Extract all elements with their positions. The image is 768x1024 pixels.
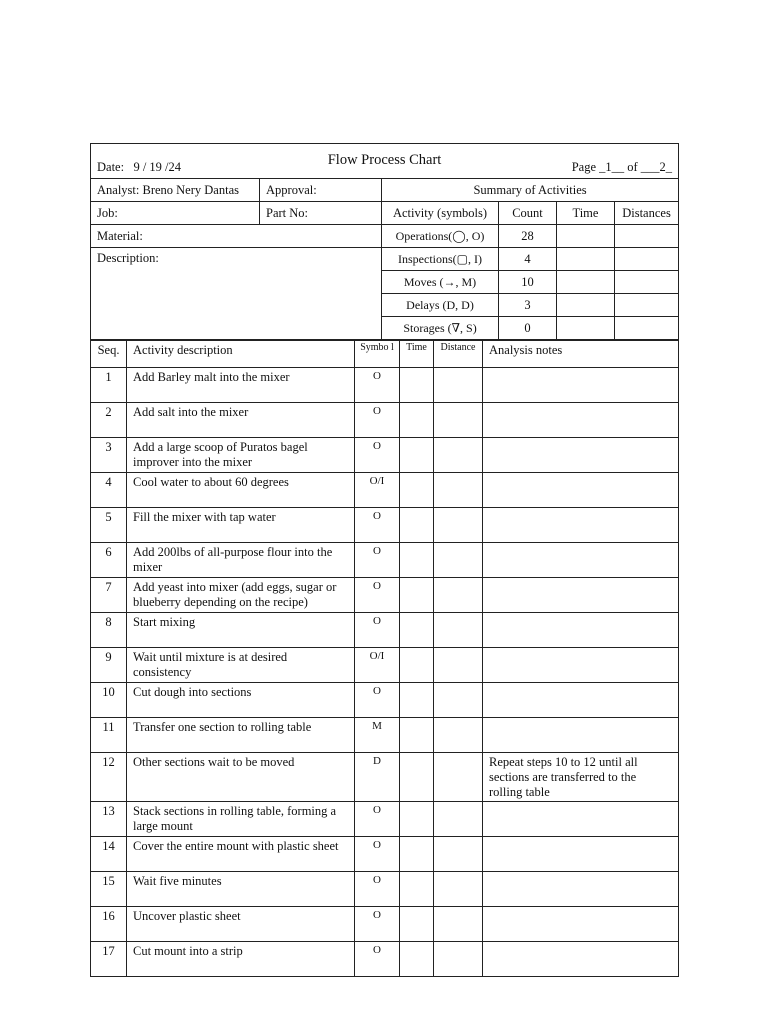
col-time: Time: [400, 341, 434, 368]
table-row: [91, 802, 679, 837]
time-cell[interactable]: [400, 508, 434, 543]
summary-label-operations: Operations(◯, O): [382, 225, 499, 248]
time-cell[interactable]: [400, 718, 434, 753]
symbol-cell[interactable]: O: [355, 578, 400, 613]
distance-cell[interactable]: [434, 368, 483, 403]
description-cell[interactable]: Fill the mixer with tap water: [127, 508, 355, 543]
seq-cell: 15: [91, 872, 127, 907]
summary-count-delays[interactable]: 3: [499, 294, 557, 317]
seq-cell: 1: [91, 368, 127, 403]
notes-cell[interactable]: [483, 578, 679, 613]
summary-label-storages: Storages (∇, S): [382, 317, 499, 340]
symbol-cell[interactable]: O: [355, 543, 400, 578]
seq-cell: 9: [91, 648, 127, 683]
seq-cell: 14: [91, 837, 127, 872]
symbol-cell[interactable]: O: [355, 837, 400, 872]
time-cell[interactable]: [400, 438, 434, 473]
seq-cell: 12: [91, 753, 127, 802]
seq-cell: 11: [91, 718, 127, 753]
description-cell[interactable]: Cut mount into a strip: [127, 942, 355, 977]
distance-cell[interactable]: [434, 837, 483, 872]
summary-count-moves[interactable]: 10: [499, 271, 557, 294]
summary-time-inspections[interactable]: [557, 248, 615, 271]
date-value: 9 / 19 /24: [133, 160, 182, 174]
seq-cell: 4: [91, 473, 127, 508]
distance-cell[interactable]: [434, 753, 483, 802]
description-cell[interactable]: Cut dough into sections: [127, 683, 355, 718]
notes-cell[interactable]: [483, 508, 679, 543]
summary-time-delays[interactable]: [557, 294, 615, 317]
title-row: [91, 144, 679, 179]
time-cell[interactable]: [400, 403, 434, 438]
symbol-cell[interactable]: O: [355, 683, 400, 718]
seq-cell: 17: [91, 942, 127, 977]
table-row: [91, 578, 679, 613]
time-cell[interactable]: [400, 907, 434, 942]
time-cell[interactable]: [400, 837, 434, 872]
summary-count-storages[interactable]: 0: [499, 317, 557, 340]
notes-cell[interactable]: [483, 543, 679, 578]
activity-table: [90, 340, 679, 977]
description-cell[interactable]: Add 200lbs of all-purpose flour into the mixer: [127, 543, 355, 578]
table-row: [91, 543, 679, 578]
seq-cell: 13: [91, 802, 127, 837]
material-field[interactable]: Material:: [91, 225, 382, 248]
table-row: [91, 368, 679, 403]
symbol-cell[interactable]: O: [355, 368, 400, 403]
notes-cell[interactable]: [483, 683, 679, 718]
col-analysis-notes: Analysis notes: [483, 341, 679, 368]
description-cell[interactable]: Start mixing: [127, 613, 355, 648]
col-activity-description: Activity description: [127, 341, 355, 368]
seq-cell: 7: [91, 578, 127, 613]
summary-count-inspections[interactable]: 4: [499, 248, 557, 271]
distance-cell[interactable]: [434, 543, 483, 578]
job-field[interactable]: Job:: [91, 202, 260, 225]
distance-cell[interactable]: [434, 718, 483, 753]
analyst-field[interactable]: Analyst: Breno Nery Dantas: [91, 179, 260, 202]
distance-cell[interactable]: [434, 578, 483, 613]
time-cell[interactable]: [400, 578, 434, 613]
col-distance: Distance: [434, 341, 483, 368]
time-cell[interactable]: [400, 802, 434, 837]
distance-cell[interactable]: [434, 907, 483, 942]
table-row: [91, 473, 679, 508]
notes-cell[interactable]: [483, 648, 679, 683]
time-cell[interactable]: [400, 613, 434, 648]
symbol-cell[interactable]: O: [355, 508, 400, 543]
summary-distance-storages[interactable]: [615, 317, 679, 340]
summary-time-storages[interactable]: [557, 317, 615, 340]
distance-cell[interactable]: [434, 508, 483, 543]
table-row: [91, 753, 679, 802]
activity-header-row: [91, 341, 679, 368]
summary-col-count: Count: [499, 202, 557, 225]
seq-cell: 5: [91, 508, 127, 543]
notes-cell[interactable]: [483, 907, 679, 942]
seq-cell: 10: [91, 683, 127, 718]
header-table: [90, 143, 679, 340]
notes-cell[interactable]: [483, 837, 679, 872]
col-symbol: Symbo l: [355, 341, 400, 368]
description-cell[interactable]: Add a large scoop of Puratos bagel improver into the mixer: [127, 438, 355, 473]
description-cell[interactable]: Stack sections in rolling table, forming a large mount: [127, 802, 355, 837]
distance-cell[interactable]: [434, 648, 483, 683]
table-row: [91, 613, 679, 648]
summary-distance-inspections[interactable]: [615, 248, 679, 271]
date-label: Date:: [97, 160, 125, 174]
seq-cell: 2: [91, 403, 127, 438]
table-row: [91, 718, 679, 753]
table-row: [91, 907, 679, 942]
table-row: [91, 872, 679, 907]
notes-cell[interactable]: [483, 942, 679, 977]
time-cell[interactable]: [400, 872, 434, 907]
seq-cell: 16: [91, 907, 127, 942]
time-cell[interactable]: [400, 753, 434, 802]
notes-cell[interactable]: [483, 718, 679, 753]
distance-cell[interactable]: [434, 613, 483, 648]
distance-cell[interactable]: [434, 438, 483, 473]
symbol-cell[interactable]: O: [355, 802, 400, 837]
seq-cell: 3: [91, 438, 127, 473]
symbol-cell[interactable]: O/I: [355, 648, 400, 683]
symbol-cell[interactable]: D: [355, 753, 400, 802]
table-row: [91, 438, 679, 473]
symbol-cell[interactable]: O: [355, 942, 400, 977]
description-cell[interactable]: Cool water to about 60 degrees: [127, 473, 355, 508]
seq-cell: 8: [91, 613, 127, 648]
distance-cell[interactable]: [434, 802, 483, 837]
notes-cell[interactable]: [483, 368, 679, 403]
symbol-cell[interactable]: O: [355, 872, 400, 907]
time-cell[interactable]: [400, 543, 434, 578]
distance-cell[interactable]: [434, 872, 483, 907]
summary-distance-delays[interactable]: [615, 294, 679, 317]
page-title: Flow Process Chart: [327, 152, 442, 168]
time-cell[interactable]: [400, 473, 434, 508]
col-seq: Seq.: [91, 341, 127, 368]
symbol-cell[interactable]: O: [355, 613, 400, 648]
time-cell[interactable]: [400, 683, 434, 718]
summary-time-moves[interactable]: [557, 271, 615, 294]
description-cell[interactable]: Other sections wait to be moved: [127, 753, 355, 802]
description-cell[interactable]: Add Barley malt into the mixer: [127, 368, 355, 403]
distance-cell[interactable]: [434, 403, 483, 438]
description-cell[interactable]: Uncover plastic sheet: [127, 907, 355, 942]
description-cell[interactable]: Wait five minutes: [127, 872, 355, 907]
notes-cell[interactable]: [483, 613, 679, 648]
notes-cell[interactable]: [483, 403, 679, 438]
description-cell[interactable]: Transfer one section to rolling table: [127, 718, 355, 753]
summary-col-time: Time: [557, 202, 615, 225]
symbol-cell[interactable]: O/I: [355, 473, 400, 508]
symbol-cell[interactable]: O: [355, 403, 400, 438]
notes-cell[interactable]: [483, 802, 679, 837]
summary-count-operations[interactable]: 28: [499, 225, 557, 248]
table-row: [91, 403, 679, 438]
table-row: [91, 508, 679, 543]
table-row: [91, 683, 679, 718]
notes-cell[interactable]: [483, 473, 679, 508]
time-cell[interactable]: [400, 368, 434, 403]
summary-label-delays: Delays (D, D): [382, 294, 499, 317]
distance-cell[interactable]: [434, 942, 483, 977]
summary-title: Summary of Activities: [382, 179, 679, 202]
distance-cell[interactable]: [434, 683, 483, 718]
summary-time-operations[interactable]: [557, 225, 615, 248]
summary-col-activity: Activity (symbols): [382, 202, 499, 225]
table-row: [91, 837, 679, 872]
description-cell[interactable]: Wait until mixture is at desired consistency: [127, 648, 355, 683]
description-cell[interactable]: Add yeast into mixer (add eggs, sugar or blueberry depending on the recipe): [127, 578, 355, 613]
table-row: [91, 942, 679, 977]
description-field[interactable]: Description:: [91, 248, 382, 340]
summary-label-inspections: Inspections(▢, I): [382, 248, 499, 271]
table-row: [91, 648, 679, 683]
approval-field[interactable]: Approval:: [260, 179, 382, 202]
symbol-cell[interactable]: M: [355, 718, 400, 753]
description-cell[interactable]: Add salt into the mixer: [127, 403, 355, 438]
notes-cell[interactable]: Repeat steps 10 to 12 until all sections are transferred to the rolling table: [483, 753, 679, 802]
page-number: Page _1__ of ___2_: [571, 160, 673, 174]
description-cell[interactable]: Cover the entire mount with plastic sheet: [127, 837, 355, 872]
summary-col-distances: Distances: [615, 202, 679, 225]
time-cell[interactable]: [400, 942, 434, 977]
notes-cell[interactable]: [483, 438, 679, 473]
symbol-cell[interactable]: O: [355, 907, 400, 942]
summary-distance-moves[interactable]: [615, 271, 679, 294]
summary-distance-operations[interactable]: [615, 225, 679, 248]
summary-label-moves: Moves (→, M): [382, 271, 499, 294]
notes-cell[interactable]: [483, 872, 679, 907]
symbol-cell[interactable]: O: [355, 438, 400, 473]
distance-cell[interactable]: [434, 473, 483, 508]
part-no-field[interactable]: Part No:: [260, 202, 382, 225]
time-cell[interactable]: [400, 648, 434, 683]
seq-cell: 6: [91, 543, 127, 578]
